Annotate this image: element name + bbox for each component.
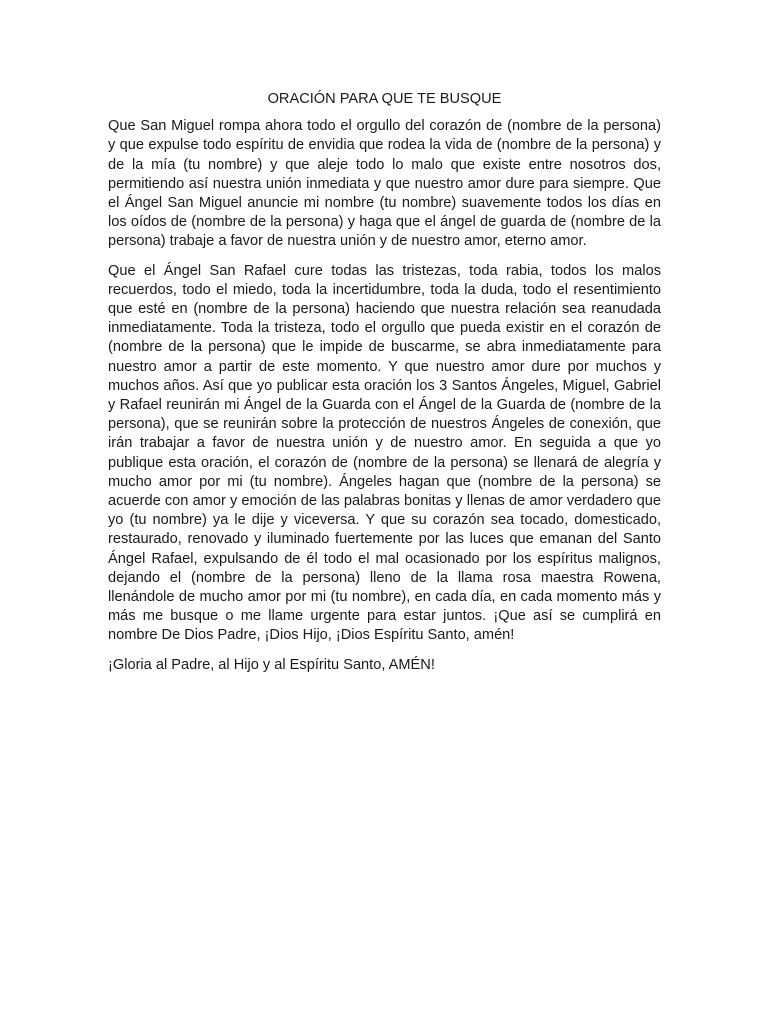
paragraph-san-miguel: Que San Miguel rompa ahora todo el orgullo del corazón de (nombre de la persona) y que expulse todo espíritu de envidia que rodea la vida de (nombre de la persona) y de la mía (tu nombre) y que aleje todo lo malo que existe entre nosotros dos, permitiendo así nuestra unión inmediata y que nuestro amor dure para siempre. Que el Ángel San Miguel anuncie mi nombre (tu nombre) suavemente todos los días en los oídos de (nombre de la persona) y haga que el ángel de guarda de (nombre de la persona) trabaje a favor de nuestra unión y de nuestro amor, eterno amor. <box>108 118 661 250</box>
document-page <box>108 90 661 685</box>
paragraph-gloria: ¡Gloria al Padre, al Hijo y al Espíritu Santo, AMÉN! <box>108 656 435 673</box>
paragraph-san-rafael: Que el Ángel San Rafael cure todas las tristezas, toda rabia, todos los malos recuerdos, todo el miedo, toda la incertidumbre, toda la duda, todo el resentimiento que esté en (nombre de la persona) haciendo que nuestra relación sea reanudada inmediatamente. Toda la tristeza, todo el orgullo que pueda existir en el corazón de (nombre de la persona) que le impide de buscarme, se abra inmediatamente para nuestro amor a partir de este momento. Y que nuestro amor dure por muchos y muchos años. Así que yo publicar esta oración los 3 Santos Ángeles, Miguel, Gabriel y Rafael reunirán mi Ángel de la Guarda con el Ángel de la Guarda de (nombre de la persona), que se reunirán sobre la protección de nuestros Ángeles de conexión, que irán trabajar a favor de nuestra unión y de nuestro amor. En seguida a que yo publique esta oración, el corazón de (nombre de la persona) se llenará de alegría y mucho amor por mi (tu nombre). Ángeles hagan que (nombre de la persona) se acuerde con amor y emoción de las palabras bonitas y llenas de amor verdadero que yo (tu nombre) ya le dije y viceversa. Y que su corazón sea tocado, domesticado, restaurado, renovado y iluminado fuertemente por las luces que emanan del Santo Ángel Rafael, expulsando de él todo el mal ocasionado por los espíritus malignos, dejando el (nombre de la persona) lleno de la llama rosa maestra Rowena, llenándole de mucho amor por mi (tu nombre), en cada día, en cada momento más y más me busque o me llame urgente para estar juntos. ¡Que así se cumplirá en nombre De Dios Padre, ¡Dios Hijo, ¡Dios Espíritu Santo, amén! <box>108 262 661 644</box>
document-title: ORACIÓN PARA QUE TE BUSQUE <box>267 91 502 107</box>
